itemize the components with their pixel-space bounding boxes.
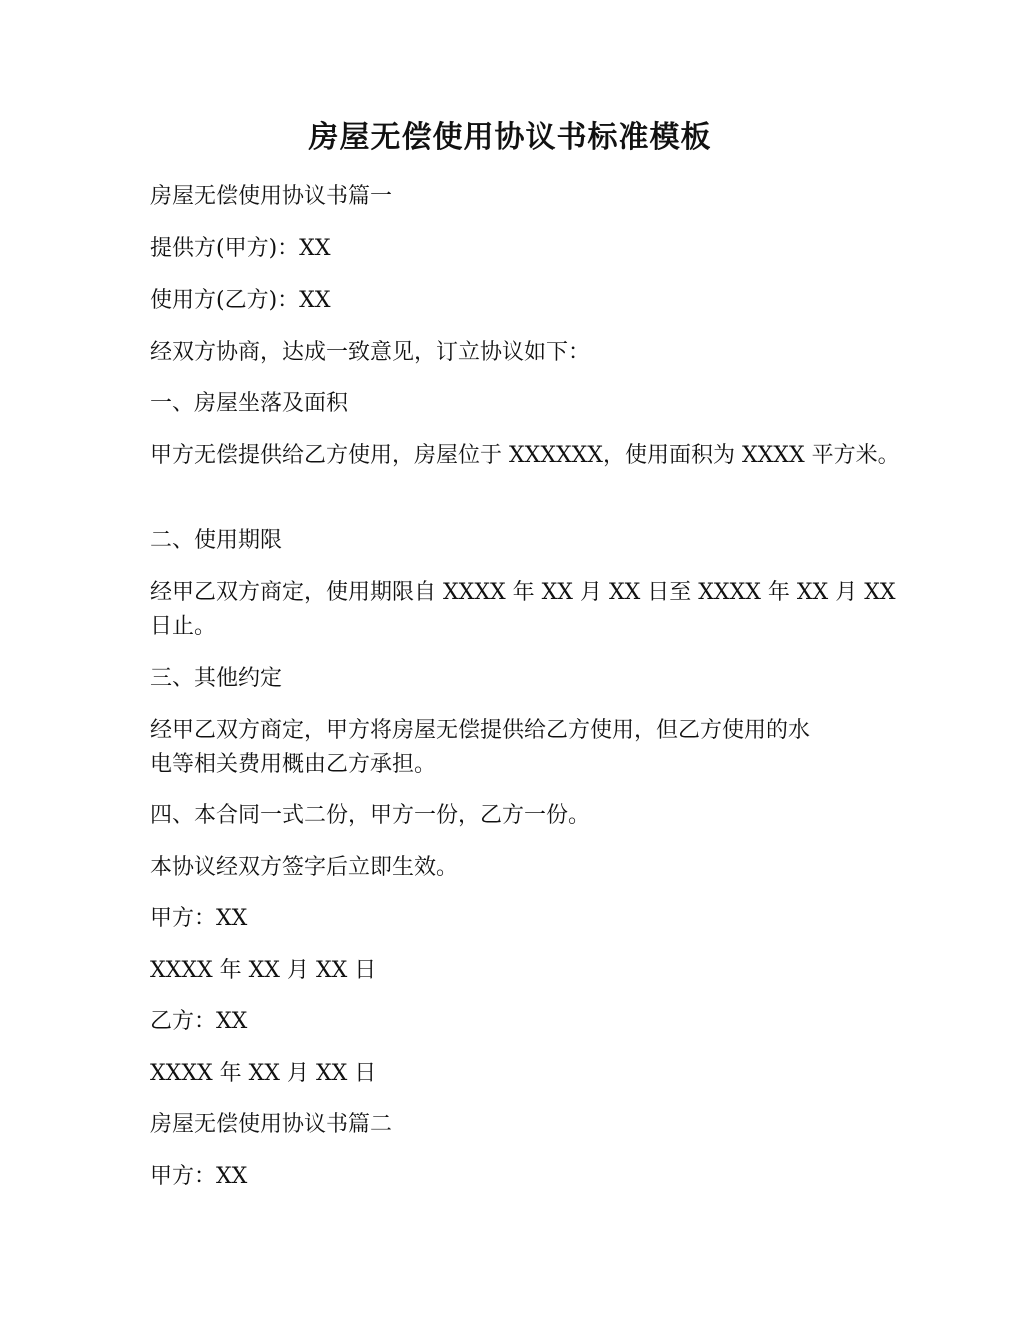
agreement-intro: 经双方协商，达成一致意见，订立协议如下：	[150, 340, 591, 365]
party-b-signature: 乙方：XX	[150, 1009, 248, 1034]
user-party-line: 使用方(乙方)：XX	[150, 288, 331, 313]
clause-other-text-continued: 电等相关费用概由乙方承担。	[150, 752, 437, 777]
clause-location-text: 甲方无偿提供给乙方使用，房屋位于 XXXXXX，使用面积为 XXXX 平方米。	[150, 443, 900, 468]
clause-copies: 四、本合同一式二份，甲方一份，乙方一份。	[150, 803, 591, 828]
clause-heading-other: 三、其他约定	[150, 666, 283, 691]
effective-statement: 本协议经双方签字后立即生效。	[150, 855, 459, 880]
section-heading-part-two: 房屋无偿使用协议书篇二	[150, 1112, 393, 1137]
document-title: 房屋无偿使用协议书标准模板	[308, 120, 712, 155]
clause-heading-location: 一、房屋坐落及面积	[150, 391, 349, 416]
party-b-date: XXXX 年 XX 月 XX 日	[150, 1061, 377, 1086]
party-a-signature: 甲方：XX	[150, 906, 248, 931]
party-a-date: XXXX 年 XX 月 XX 日	[150, 958, 377, 983]
part-two-party-a: 甲方：XX	[150, 1164, 248, 1189]
clause-heading-term: 二、使用期限	[150, 528, 283, 553]
provider-party-line: 提供方(甲方)：XX	[150, 236, 331, 261]
clause-other-text: 经甲乙双方商定，甲方将房屋无偿提供给乙方使用，但乙方使用的水	[150, 718, 811, 743]
section-heading-part-one: 房屋无偿使用协议书篇一	[150, 184, 393, 209]
clause-term-text-continued: 日止。	[150, 614, 217, 639]
clause-term-text: 经甲乙双方商定，使用期限自 XXXX 年 XX 月 XX 日至 XXXX 年 XX 月 XX	[150, 580, 896, 605]
